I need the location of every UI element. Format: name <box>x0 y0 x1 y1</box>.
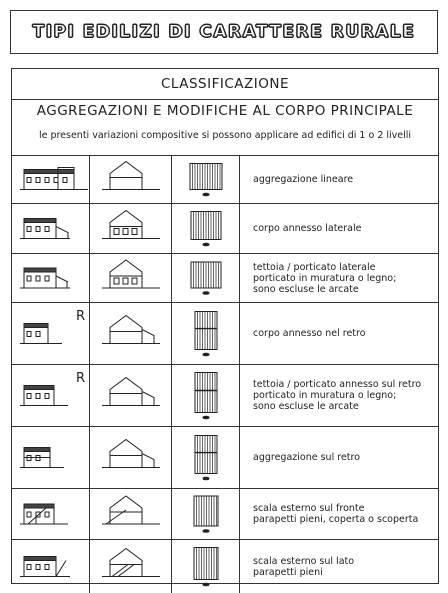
variants-grid <box>12 155 438 593</box>
table-row <box>12 253 438 302</box>
section-heading: AGGREGAZIONI E MODIFICHE AL CORPO PRINCIPALE <box>36 103 414 119</box>
plan-drawing <box>172 303 240 364</box>
table-row <box>12 364 438 426</box>
section-subtitle: le presenti variazioni compositive si possono applicare ad edifici di 1 o 2 livelli <box>38 130 412 141</box>
gable-drawing <box>90 156 172 203</box>
gable-drawing <box>90 254 172 302</box>
plan-drawing <box>172 204 240 253</box>
rear-marker: R <box>76 309 86 324</box>
variant-description: corpo annesso nel retro <box>253 328 366 339</box>
classification-heading: CLASSIFICAZIONE <box>12 69 438 100</box>
gable-drawing <box>90 427 172 488</box>
plan-drawing <box>172 427 240 488</box>
table-row <box>12 426 438 488</box>
gable-drawing <box>90 204 172 253</box>
elevation-drawing <box>12 156 90 203</box>
title-box <box>10 10 438 54</box>
elevation-drawing <box>12 254 90 302</box>
elevation-drawing <box>12 489 90 539</box>
variant-description: corpo annesso laterale <box>253 223 362 234</box>
table-row <box>12 539 438 593</box>
plan-drawing <box>172 254 240 302</box>
gable-drawing <box>90 365 172 426</box>
variant-description: aggregazione sul retro <box>253 452 361 463</box>
plan-drawing <box>172 489 240 539</box>
gable-drawing <box>90 303 172 364</box>
classification-table <box>11 68 439 584</box>
variant-description: scala esterno sul fronte parapetti pieni, coperta o scoperta <box>253 503 419 525</box>
elevation-drawing <box>12 365 90 426</box>
rear-marker: R <box>76 371 86 386</box>
plan-drawing <box>172 156 240 203</box>
table-row <box>12 203 438 253</box>
table-row <box>12 488 438 539</box>
document-title: TIPI EDILIZI DI CARATTERE RURALE <box>32 22 416 42</box>
variant-description: tettoia / porticato laterale porticato in muratura o legno; sono escluse le arcate <box>253 261 397 295</box>
plan-drawing <box>172 540 240 593</box>
elevation-drawing <box>12 427 90 488</box>
variant-description: tettoia / porticato annesso sul retro porticato in muratura o legno; sono escluse le arcate <box>253 379 422 412</box>
elevation-drawing <box>12 540 90 593</box>
variant-description: scala esterno sul lato parapetti pieni <box>253 555 355 578</box>
gable-drawing <box>90 540 172 593</box>
variant-description: aggregazione lineare <box>253 174 354 185</box>
table-row <box>12 155 438 203</box>
elevation-drawing <box>12 204 90 253</box>
table-row <box>12 302 438 364</box>
gable-drawing <box>90 489 172 539</box>
plan-drawing <box>172 365 240 426</box>
elevation-drawing <box>12 303 90 364</box>
